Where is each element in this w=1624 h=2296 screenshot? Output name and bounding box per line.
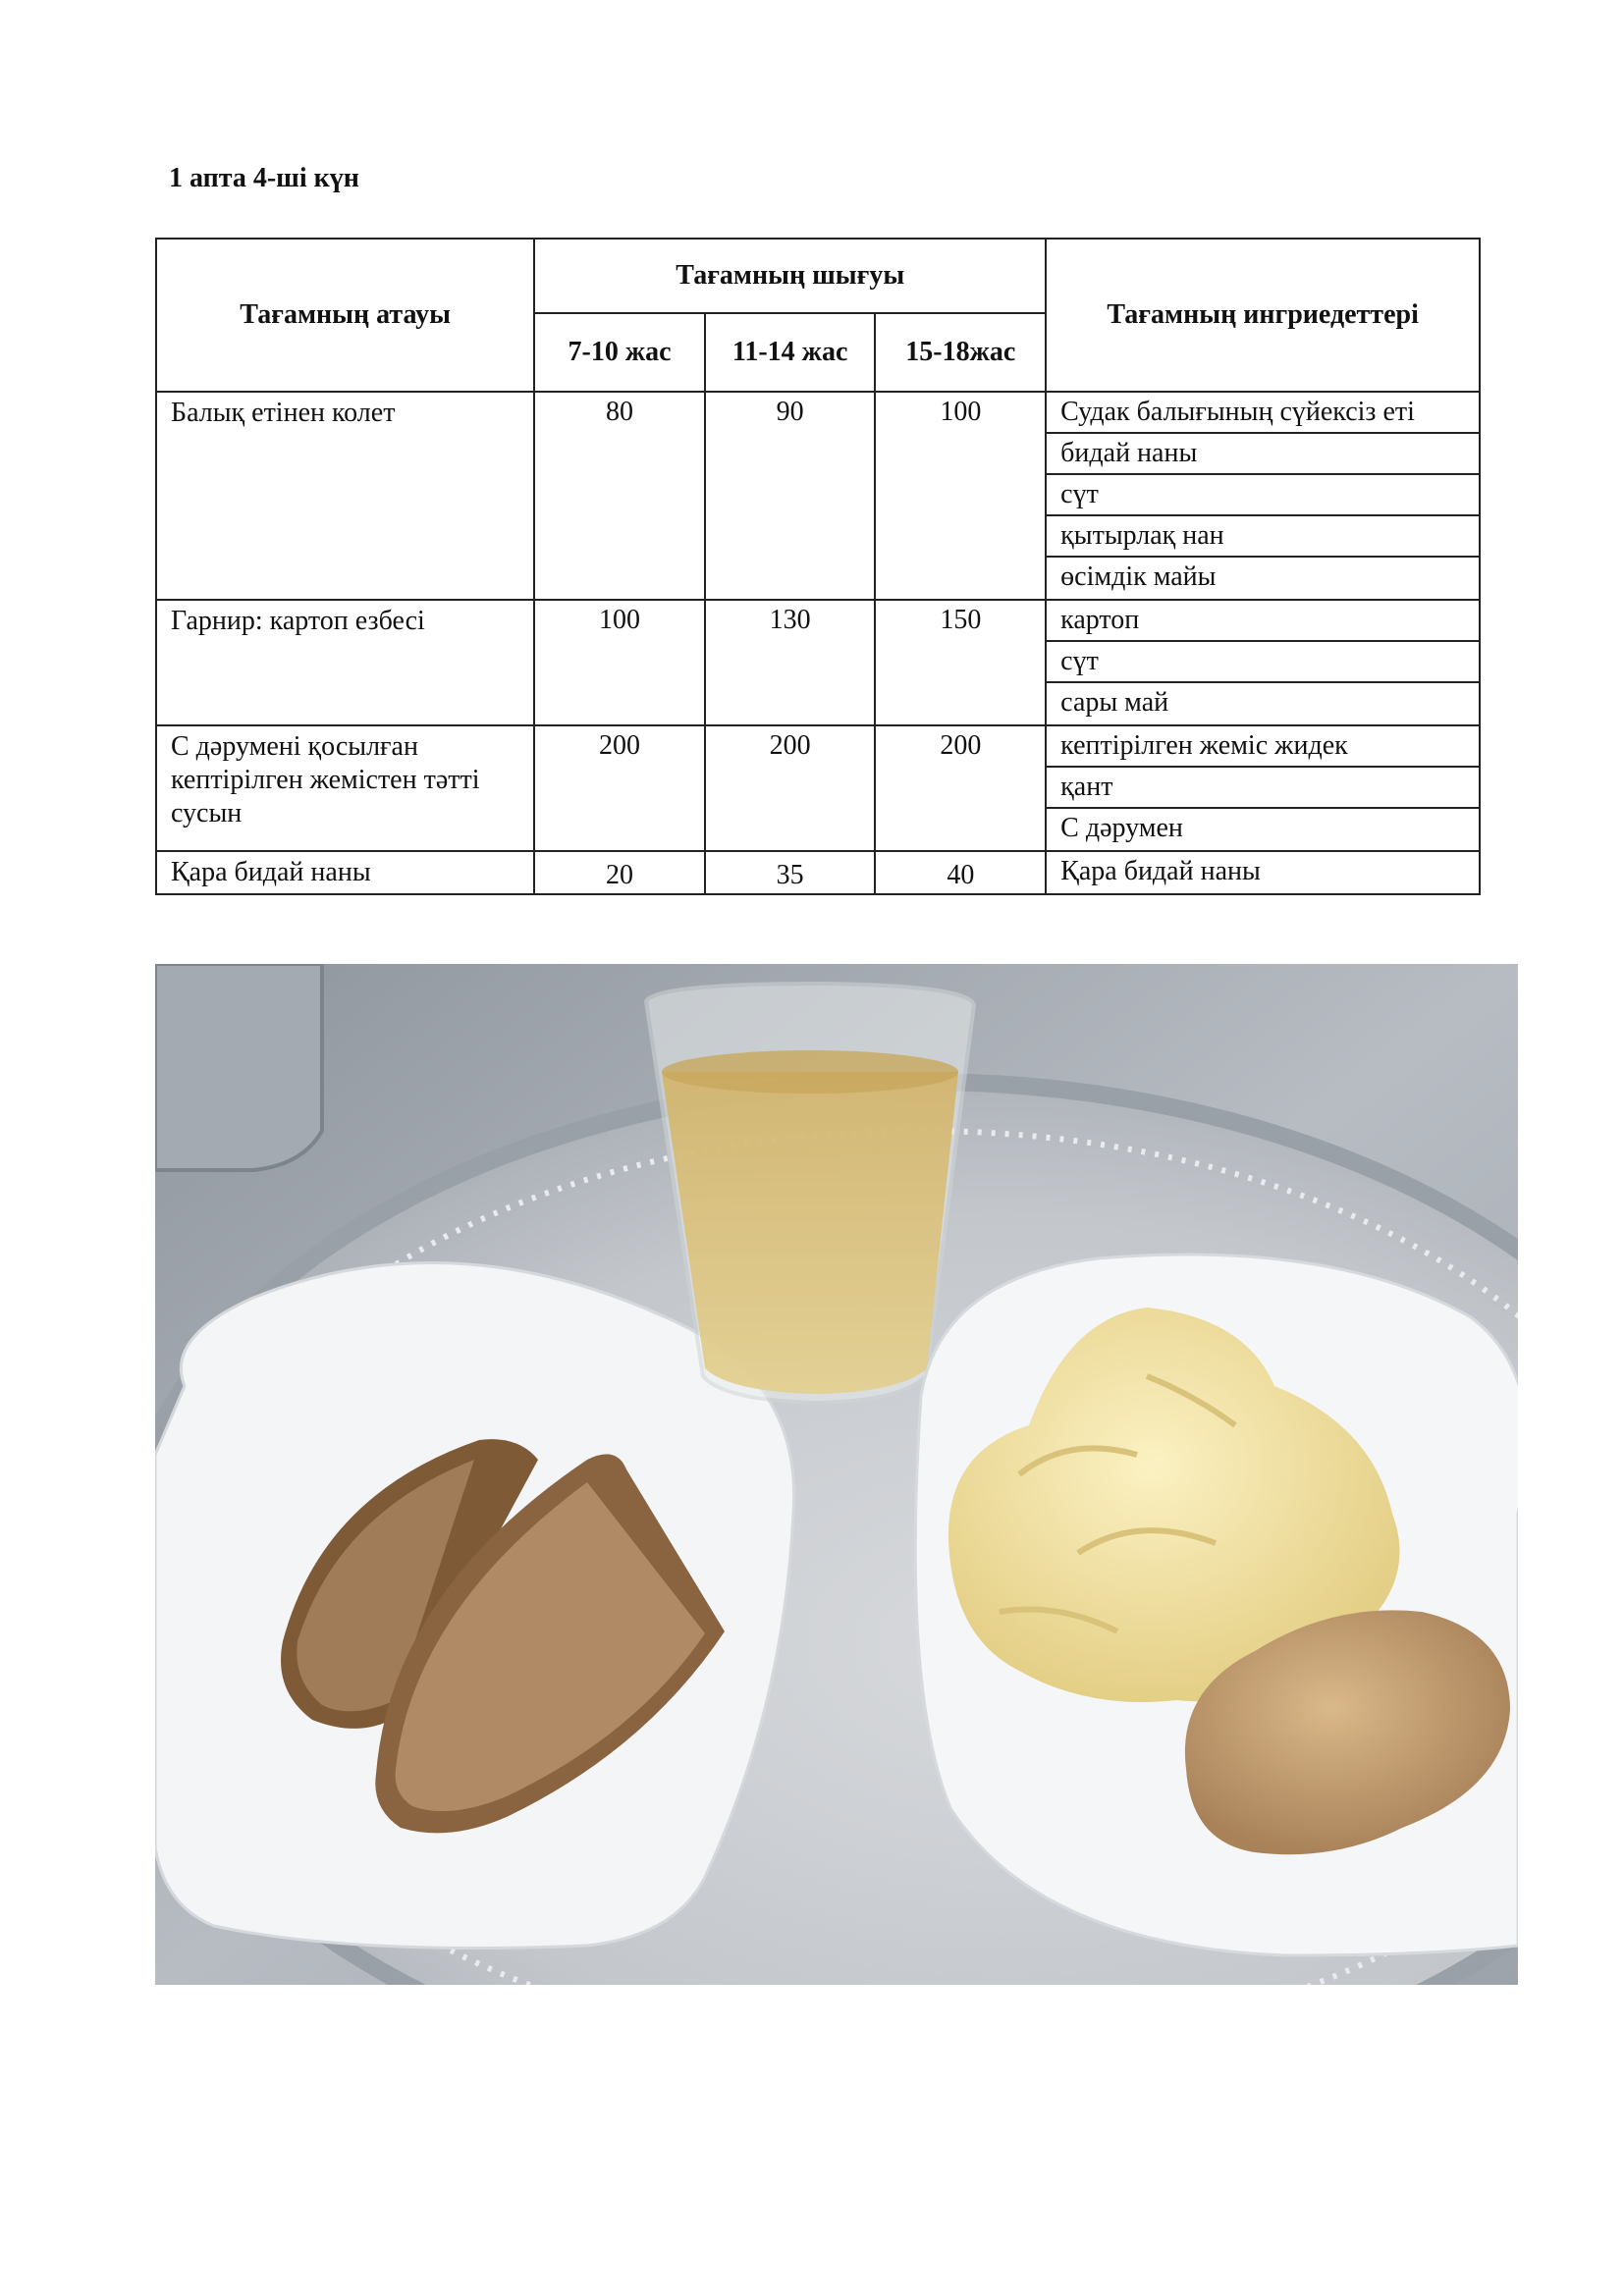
yield-15-18: 150 xyxy=(875,600,1046,725)
yield-11-14: 200 xyxy=(705,725,876,851)
page-heading: 1 апта 4-ші күн xyxy=(169,163,359,193)
table-row xyxy=(156,851,1480,894)
dish-name: С дәрумені қосылған кептірілген жемістен тәтті сусын xyxy=(156,725,534,851)
yield-15-18: 40 xyxy=(875,851,1046,894)
ingredients-cell xyxy=(1046,392,1480,600)
meal-photo xyxy=(155,964,1518,1985)
ingredient: С дәрумен xyxy=(1060,813,1183,843)
ingredient: сары май xyxy=(1060,687,1169,718)
dish-name: Гарнир: картоп езбесі xyxy=(156,600,534,725)
dish-name: Балық етінен колет xyxy=(156,392,534,600)
ingredient: сүт xyxy=(1047,642,1479,683)
yield-11-14: 35 xyxy=(705,851,876,894)
ingredient: кептірілген жеміс жидек xyxy=(1047,726,1479,768)
ingredients-cell xyxy=(1046,725,1480,851)
ingredient: қант xyxy=(1047,768,1479,809)
yield-7-10: 20 xyxy=(534,851,705,894)
yield-7-10: 80 xyxy=(534,392,705,600)
header-age-15-18: 15-18жас xyxy=(875,313,1046,392)
ingredients-cell xyxy=(1046,600,1480,725)
yield-15-18: 200 xyxy=(875,725,1046,851)
ingredient: Қара бидай наны xyxy=(1060,856,1261,886)
yield-11-14: 90 xyxy=(705,392,876,600)
table-row xyxy=(156,725,1480,851)
header-yield: Тағамның шығуы xyxy=(534,239,1046,313)
ingredient: Судак балығының сүйексіз еті xyxy=(1047,393,1479,434)
ingredient: сүт xyxy=(1047,475,1479,516)
header-age-11-14: 11-14 жас xyxy=(705,313,876,392)
yield-7-10: 200 xyxy=(534,725,705,851)
ingredient: өсімдік майы xyxy=(1060,561,1217,592)
ingredient: қытырлақ нан xyxy=(1047,516,1479,558)
yield-7-10: 100 xyxy=(534,600,705,725)
yield-11-14: 130 xyxy=(705,600,876,725)
ingredient: картоп xyxy=(1047,601,1479,642)
table-row xyxy=(156,392,1480,600)
dish-name: Қара бидай наны xyxy=(156,851,534,894)
ingredients-cell xyxy=(1046,851,1480,894)
yield-15-18: 100 xyxy=(875,392,1046,600)
table-row xyxy=(156,600,1480,725)
header-ingredients: Тағамның ингриедеттері xyxy=(1046,239,1480,392)
header-age-7-10: 7-10 жас xyxy=(534,313,705,392)
ingredient: бидай наны xyxy=(1047,434,1479,475)
header-dish-name: Тағамның атауы xyxy=(156,239,534,392)
menu-table xyxy=(155,238,1481,895)
